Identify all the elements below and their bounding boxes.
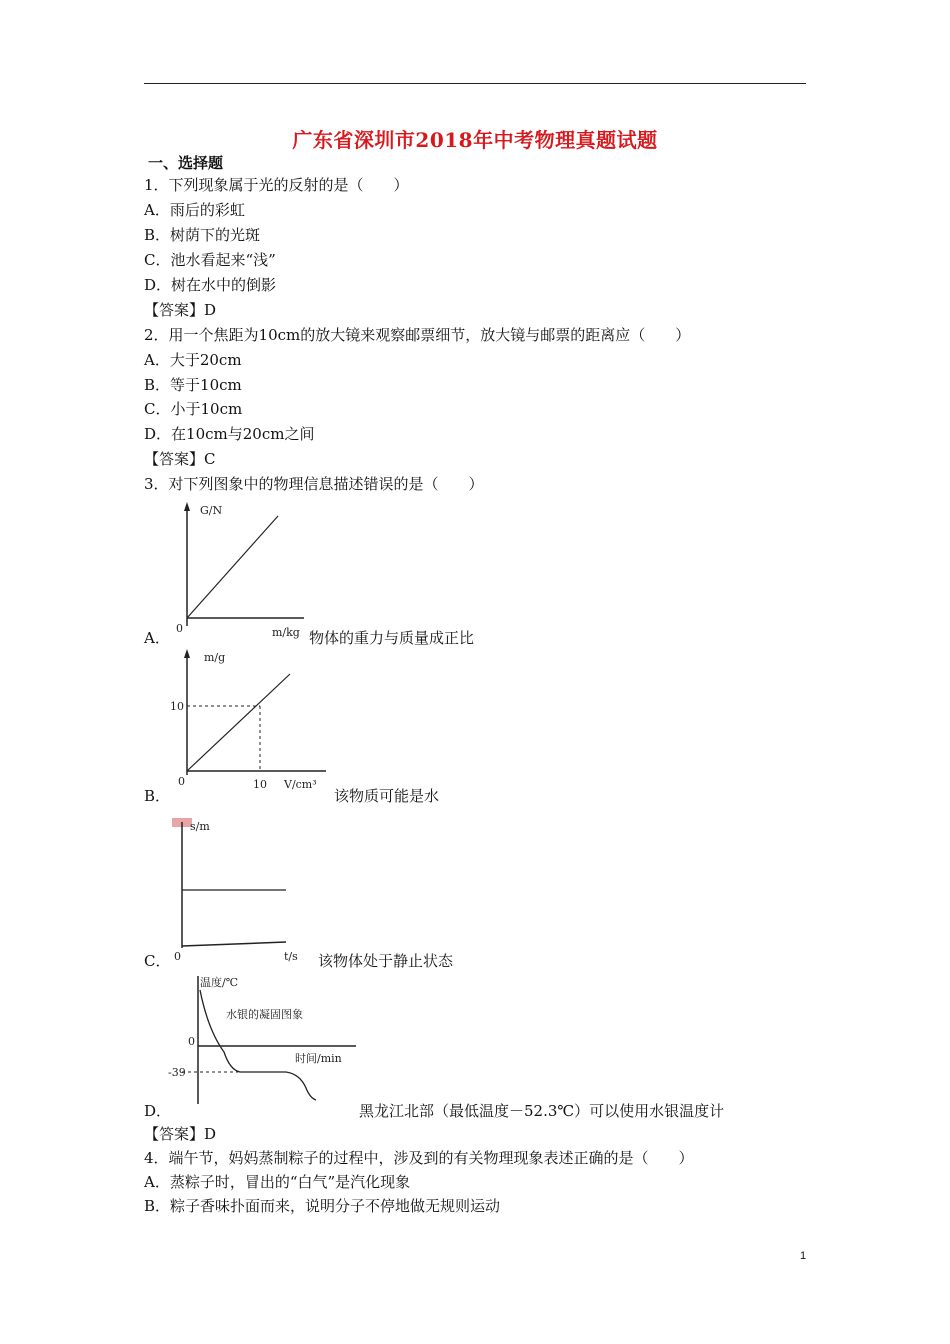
page-title: 广东省深圳市2018年中考物理真题试题 [292, 128, 658, 152]
figure-d-graph [160, 970, 360, 1108]
q1-option-d: D．树在水中的倒影 [144, 276, 277, 294]
question-3: 3．对下列图象中的物理信息描述错误的是（ ） [144, 475, 484, 493]
q4-option-b: B．粽子香味扑面而来，说明分子不停地做无规则运动 [144, 1197, 501, 1215]
x-axis-label: 时间/min [295, 1052, 342, 1065]
q3-option-b-prefix: B． [144, 787, 171, 805]
answer-3: 【答案】D [144, 1125, 217, 1143]
y-axis-label: 温度/℃ [200, 976, 239, 989]
m-v-line [187, 674, 290, 771]
x-axis [182, 942, 286, 946]
q3-option-a-prefix: A． [144, 629, 170, 647]
q1-option-c: C．池水看起来“浅” [144, 251, 276, 269]
g-m-line [187, 516, 278, 618]
graph-caption: 水银的凝固图象 [226, 1008, 303, 1021]
origin-label: 0 [176, 622, 183, 635]
question-2: 2．用一个焦距为10cm的放大镜来观察邮票细节，放大镜与邮票的距离应（ ） [144, 326, 691, 344]
q1-option-b: B．树荫下的光斑 [144, 226, 261, 244]
origin-label: 0 [188, 1035, 195, 1048]
y-axis-label: G/N [200, 504, 223, 517]
y-axis-arrow [184, 649, 190, 658]
figure-c-graph [160, 814, 320, 964]
y-axis-label: s/m [190, 820, 210, 833]
x-axis-label: V/cm³ [284, 778, 317, 791]
origin-label: 0 [174, 950, 181, 963]
cooling-curve [200, 990, 316, 1100]
answer-2: 【答案】C [144, 450, 216, 468]
answer-1: 【答案】D [144, 301, 217, 319]
figure-a-graph [160, 498, 310, 640]
page-number: 1 [800, 1250, 807, 1262]
y-tick-label: 10 [170, 700, 184, 713]
y-axis-arrow [184, 502, 190, 511]
q2-option-c: C．小于10cm [144, 400, 243, 418]
q1-option-a: A．雨后的彩虹 [144, 201, 245, 219]
y-axis-label: m/g [204, 651, 226, 664]
question-4: 4．端午节，妈妈蒸制粽子的过程中，涉及到的有关物理现象表述正确的是（ ） [144, 1149, 694, 1167]
q3-option-c-text: 该物体处于静止状态 [318, 952, 454, 970]
figure-b-graph [160, 645, 340, 797]
q3-option-d-prefix: D． [144, 1102, 172, 1120]
q3-option-b-text: 该物质可能是水 [334, 787, 440, 805]
q2-option-a: A．大于20cm [144, 351, 242, 369]
x-axis-label: t/s [284, 950, 298, 963]
origin-label: 0 [178, 775, 185, 788]
q3-option-d-text: 黑龙江北部（最低温度－52.3℃）可以使用水银温度计 [359, 1102, 725, 1120]
q2-option-b: B．等于10cm [144, 376, 242, 394]
question-1: 1．下列现象属于光的反射的是（ ） [144, 176, 409, 194]
x-axis-label: m/kg [272, 626, 300, 639]
q3-option-a-text: 物体的重力与质量成正比 [309, 629, 475, 647]
q2-option-d: D．在10cm与20cm之间 [144, 425, 315, 443]
q3-option-c-prefix: C． [144, 952, 171, 970]
x-tick-label: 10 [253, 778, 267, 791]
y-tick-label: -39 [168, 1066, 186, 1079]
header-rule [144, 83, 806, 84]
section-heading: 一、选择题 [148, 154, 224, 172]
q4-option-a: A．蒸粽子时，冒出的“白气”是汽化现象 [144, 1173, 411, 1191]
